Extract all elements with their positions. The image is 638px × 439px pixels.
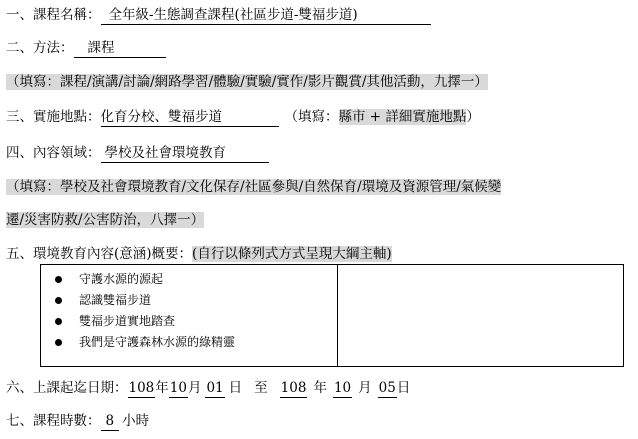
end-day: 05 [378, 380, 396, 396]
method-row [6, 38, 166, 58]
content-area-label: 四、內容領域： [6, 145, 101, 161]
outline-hint: (自行以條列式方式呈現大綱主軸) [192, 246, 392, 262]
outline-table [40, 264, 624, 367]
hours-value: 8 [101, 413, 120, 431]
content-area-hint-line1: （填寫：學校及社會環境教育/文化保存/社區參與/自然保育/環境及資源管理/氣候變 [6, 179, 502, 195]
list-item [51, 311, 337, 332]
hours-label: 七、課程時數： [6, 413, 101, 429]
list-item-text: 雙福步道實地踏查 [79, 314, 176, 328]
course-name-value: 全年級-生態調查課程(社區步道-雙福步道) [101, 7, 431, 25]
start-year: 108 [128, 380, 155, 396]
outline-row [6, 244, 392, 264]
outline-list [41, 265, 337, 353]
course-name-label: 一、課程名稱： [6, 7, 101, 23]
method-hint-row [6, 72, 488, 92]
bullet-icon [55, 297, 62, 304]
method-value: 課程 [74, 40, 166, 58]
month-unit: 月 [358, 380, 372, 396]
outline-list-cell [41, 265, 338, 367]
bullet-icon [55, 276, 62, 283]
method-hint: （填寫：課程/演講/討論/網路學習/體驗/實驗/實作/影片觀賞/其他活動，九擇一） [6, 74, 488, 90]
dates-row [6, 378, 410, 398]
day-unit: 日 [396, 380, 411, 396]
year-unit: 年 [313, 380, 327, 396]
dates-label: 六、上課起迄日期： [6, 380, 128, 396]
list-item [51, 290, 337, 311]
bullet-icon [55, 318, 62, 325]
end-year: 108 [280, 380, 307, 396]
start-day: 01 [206, 380, 224, 396]
location-label: 三、實施地點： [6, 109, 101, 125]
location-hint-highlight: 縣市 + 詳細實施地點 [338, 109, 467, 125]
method-label: 二、方法： [6, 40, 74, 56]
location-value: 化育分校、雙福步道 [101, 109, 279, 127]
hours-unit: 小時 [122, 413, 150, 429]
location-hint-suffix: ） [466, 109, 480, 125]
year-unit: 年 [155, 380, 169, 396]
date-range-separator: 至 [254, 380, 268, 396]
start-month: 10 [169, 380, 187, 396]
content-area-hint-line2: 遷/災害防救/公害防治，八擇一） [6, 212, 205, 228]
content-area-value: 學校及社會環境教育 [101, 145, 269, 163]
location-row [6, 107, 480, 127]
end-month: 10 [333, 380, 352, 396]
month-unit: 月 [187, 380, 202, 396]
list-item-text: 我們是守護森林水源的綠精靈 [79, 335, 236, 349]
outline-label: 五、環境教育內容(意涵)概要： [6, 246, 193, 262]
bullet-icon [55, 339, 62, 346]
outline-empty-cell [338, 265, 624, 367]
list-item [51, 332, 337, 353]
content-area-hint-row-2 [6, 210, 204, 230]
hours-row [6, 411, 149, 431]
list-item-text: 認識雙福步道 [79, 293, 152, 307]
content-area-hint-row-1 [6, 177, 501, 197]
course-name-row [6, 5, 431, 25]
day-unit: 日 [228, 380, 243, 396]
content-area-row [6, 143, 269, 163]
location-hint-prefix: （填寫： [284, 109, 339, 125]
list-item-text: 守護水源的源起 [79, 272, 164, 286]
list-item [51, 269, 337, 290]
